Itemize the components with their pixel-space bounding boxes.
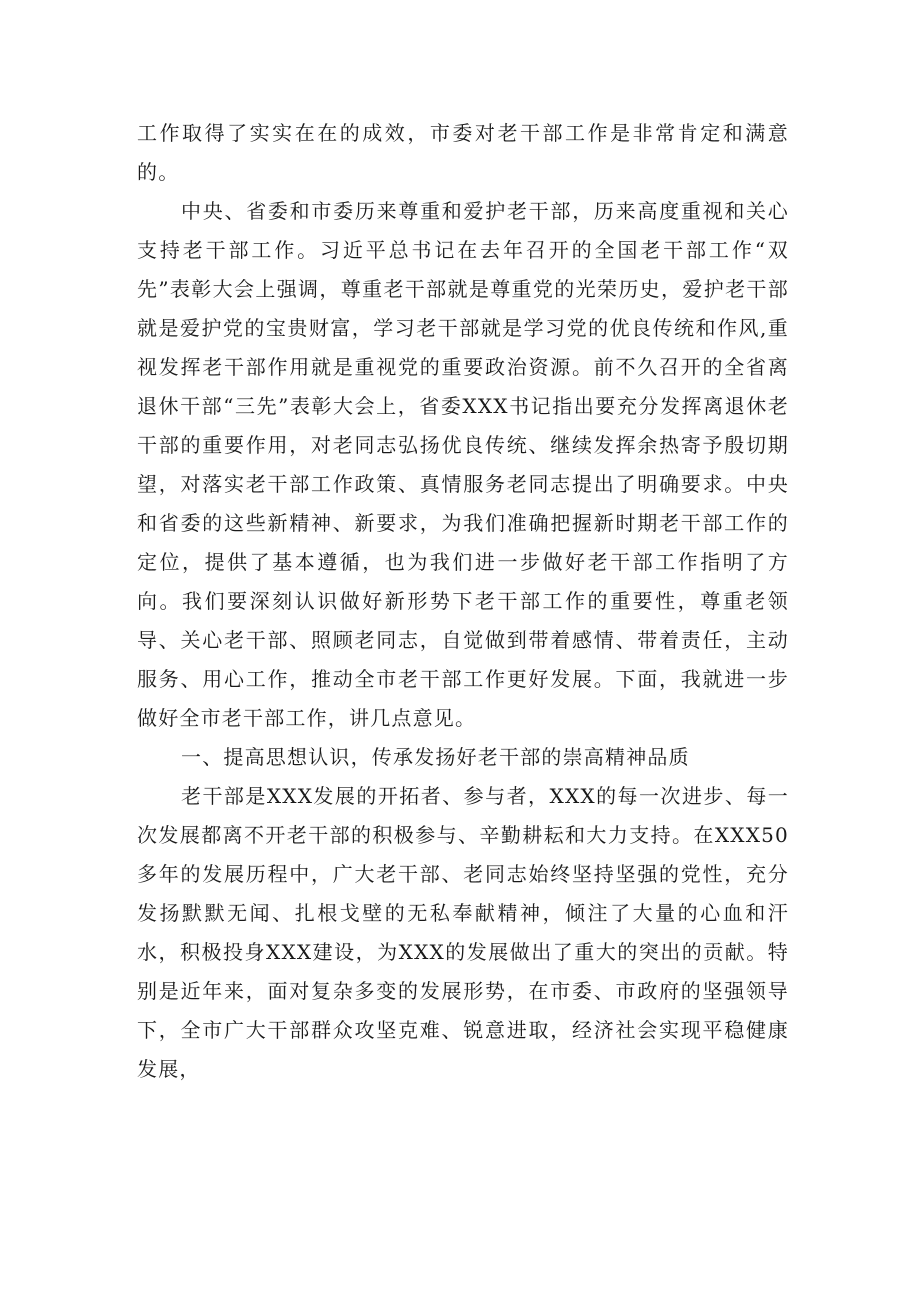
document-body bbox=[137, 114, 789, 1089]
paragraph-3: 老干部是XXX发展的开拓者、参与者，XXX的每一次进步、每一次发展都离不开老干部的积极参与、辛勤耕耘和大力支持。在XXX50多年的发展历程中，广大老干部、老同志始终坚持坚强的党性，充分发扬默默无闻、扎根戈壁的无私奉献精神，倾注了大量的心血和汗水，积极投身XXX建设，为XXX的发展做出了重大的突出的贡献。特别是近年来，面对复杂多变的发展形势，在市委、市政府的坚强领导下，全市广大干部群众攻坚克难、锐意进取，经济社会实现平稳健康发展， bbox=[137, 784, 789, 1081]
section-heading: 一、提高思想认识，传承发扬好老干部的崇高精神品质 bbox=[181, 745, 690, 769]
paragraph-1: 工作取得了实实在在的成效，市委对老干部工作是非常肯定和满意的。 bbox=[137, 121, 789, 184]
paragraph-2: 中央、省委和市委历来尊重和爱护老干部，历来高度重视和关心支持老干部工作。习近平总书记在去年召开的全国老干部工作“双先”表彰大会上强调，尊重老干部就是尊重党的光荣历史，爱护老干部就是爱护党的宝贵财富，学习老干部就是学习党的优良传统和作风,重视发挥老干部作用就是重视党的重要政治资源。前不久召开的全省离退休干部“三先”表彰大会上，省委XXX书记指出要充分发挥离退休老干部的重要作用，对老同志弘扬优良传统、继续发挥余热寄予殷切期望，对落实老干部工作政策、真情服务老同志提出了明确要求。中央和省委的这些新精神、新要求，为我们准确把握新时期老干部工作的定位，提供了基本遵循，也为我们进一步做好老干部工作指明了方向。我们要深刻认识做好新形势下老干部工作的重要性，尊重老领导、关心老干部、照顾老同志，自觉做到带着感情、带着责任，主动服务、用心工作，推动全市老干部工作更好发展。下面，我就进一步做好全市老干部工作，讲几点意见。 bbox=[137, 199, 789, 730]
